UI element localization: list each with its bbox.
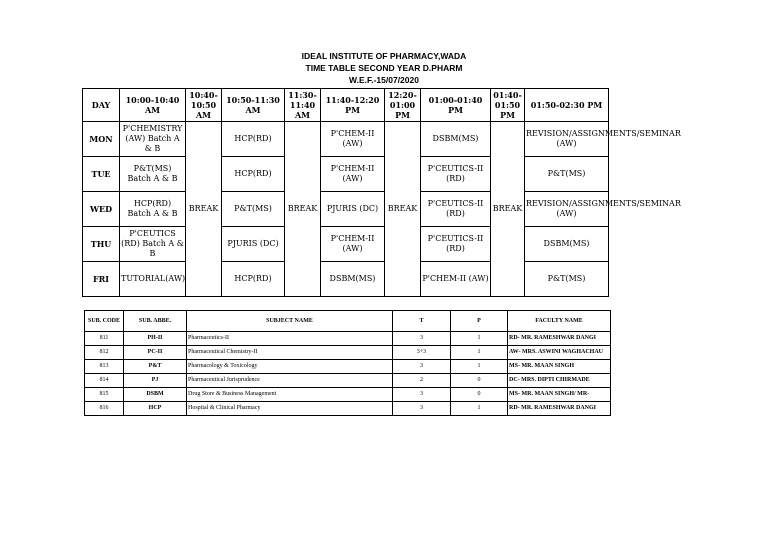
slot-cell: P&T(MS) [525, 262, 609, 297]
col-header-name: SUBJECT NAME [187, 311, 393, 332]
sub-p: 1 [451, 346, 508, 360]
sub-p: 1 [451, 332, 508, 346]
slot-cell: P&T(MS) [525, 157, 609, 192]
subject-header-row [85, 311, 611, 332]
slot-cell: P&T(MS) Batch A & B [120, 157, 186, 192]
day-row-fri [83, 262, 609, 297]
table-row [85, 346, 611, 360]
sub-code: 813 [85, 360, 124, 374]
slot-cell: PJURIS (DC) [321, 192, 385, 227]
sub-t: 2 [393, 374, 451, 388]
slot-cell: P&T(MS) [222, 192, 285, 227]
col-header-code: SUB. CODE [85, 311, 124, 332]
sub-p: 1 [451, 360, 508, 374]
slot-cell: PJURIS (DC) [222, 227, 285, 262]
sub-name: Pharmaceutical Chemistry-II [187, 346, 393, 360]
sub-t: 3 [393, 402, 451, 416]
sub-faculty: DC- MRS. DIPTI CHIRMADE [508, 374, 611, 388]
day-row-mon [83, 122, 609, 157]
slot-cell: P'CEUTICS-II (RD) [421, 192, 491, 227]
day-label: MON [83, 122, 120, 157]
timetable-header-row [83, 89, 609, 122]
col-header-break4: 01:40-01:50 PM [491, 89, 525, 122]
sub-code: 811 [85, 332, 124, 346]
slot-cell: P'CHEM-II (AW) [321, 122, 385, 157]
slot-cell: P'CEUTICS-II (RD) [421, 157, 491, 192]
sub-t: 3 [393, 332, 451, 346]
sub-code: 814 [85, 374, 124, 388]
break-cell: BREAK [186, 122, 222, 297]
day-label: THU [83, 227, 120, 262]
sub-code: 815 [85, 388, 124, 402]
institute-title: IDEAL INSTITUTE OF PHARMACY,WADA [301, 51, 467, 61]
slot-cell: P'CHEM-II (AW) [421, 262, 491, 297]
sub-name: Pharmaceutical Jurisprudence [187, 374, 393, 388]
sub-abbr: HCP [124, 402, 187, 416]
col-header-slot2: 10:50-11:30 AM [222, 89, 285, 122]
table-row [85, 402, 611, 416]
slot-cell: HCP(RD) [222, 262, 285, 297]
slot-cell: P'CEUTICS-II (RD) [421, 227, 491, 262]
sub-faculty: MS- MR. MAAN SINGH/ MR- [508, 388, 611, 402]
col-header-p: P [451, 311, 508, 332]
slot-cell: HCP(RD) Batch A & B [120, 192, 186, 227]
sub-faculty: RD- MR. RAMESHWAR DANGI [508, 332, 611, 346]
table-row [85, 360, 611, 374]
sub-t: 3+3 [393, 346, 451, 360]
sub-name: Pharmaceutics-II [187, 332, 393, 346]
sub-faculty: RD- MR. RAMESHWAR DANGI [508, 402, 611, 416]
day-label: TUE [83, 157, 120, 192]
sub-faculty: AW- MRS. ASWINI WAGHACHAU [508, 346, 611, 360]
subject-table [84, 310, 611, 416]
break-cell: BREAK [385, 122, 421, 297]
slot-cell: P'CHEM-II (AW) [321, 227, 385, 262]
sub-abbr: PC-II [124, 346, 187, 360]
sub-faculty: MS- MR. MAAN SINGH [508, 360, 611, 374]
slot-cell: DSBM(MS) [421, 122, 491, 157]
sub-p: 1 [451, 402, 508, 416]
day-label: WED [83, 192, 120, 227]
slot-cell: P'CEUTICS (RD) Batch A & B [120, 227, 186, 262]
day-row-wed [83, 192, 609, 227]
timetable-title: TIME TABLE SECOND YEAR D.PHARM [305, 63, 463, 73]
slot-cell: HCP(RD) [222, 122, 285, 157]
col-header-t: T [393, 311, 451, 332]
sub-code: 812 [85, 346, 124, 360]
slot-cell: P'CHEMISTRY (AW) Batch A & B [120, 122, 186, 157]
slot-cell: P'CHEM-II (AW) [321, 157, 385, 192]
break-cell: BREAK [285, 122, 321, 297]
sub-p: 0 [451, 388, 508, 402]
table-row [85, 374, 611, 388]
effective-date: W.E.F.-15/07/2020 [349, 75, 419, 85]
col-header-abbr: SUB. ABBE. [124, 311, 187, 332]
slot-cell: REVISION/ASSIGNMENTS/SEMINAR (AW) [525, 192, 609, 227]
col-header-slot3: 11:40-12:20 PM [321, 89, 385, 122]
break-cell: BREAK [491, 122, 525, 297]
col-header-day: DAY [83, 89, 120, 122]
sub-name: Drug Store & Business Management [187, 388, 393, 402]
sub-p: 0 [451, 374, 508, 388]
sub-name: Hospital & Clinical Pharmacy [187, 402, 393, 416]
sub-name: Pharmacology & Toxicology [187, 360, 393, 374]
col-header-slot4: 01:00-01:40 PM [421, 89, 491, 122]
slot-cell: DSBM(MS) [321, 262, 385, 297]
col-header-slot1: 10:00-10:40 AM [120, 89, 186, 122]
slot-cell: REVISION/ASSIGNMENTS/SEMINAR (AW) [525, 122, 609, 157]
sub-t: 3 [393, 388, 451, 402]
day-row-tue [83, 157, 609, 192]
slot-cell: HCP(RD) [222, 157, 285, 192]
col-header-break1: 10:40-10:50 AM [186, 89, 222, 122]
sub-abbr: PJ [124, 374, 187, 388]
day-label: FRI [83, 262, 120, 297]
col-header-break2: 11:30-11:40 AM [285, 89, 321, 122]
col-header-slot5: 01:50-02:30 PM [525, 89, 609, 122]
slot-cell: TUTORIAL(AW) [120, 262, 186, 297]
sub-t: 3 [393, 360, 451, 374]
table-row [85, 388, 611, 402]
sub-code: 816 [85, 402, 124, 416]
slot-cell: DSBM(MS) [525, 227, 609, 262]
col-header-break3: 12:20-01:00 PM [385, 89, 421, 122]
timetable [82, 88, 681, 297]
col-header-faculty: FACULTY NAME [508, 311, 611, 332]
sub-abbr: P&T [124, 360, 187, 374]
sub-abbr: DSBM [124, 388, 187, 402]
day-row-thu [83, 227, 609, 262]
sub-abbr: PH-II [124, 332, 187, 346]
table-row [85, 332, 611, 346]
